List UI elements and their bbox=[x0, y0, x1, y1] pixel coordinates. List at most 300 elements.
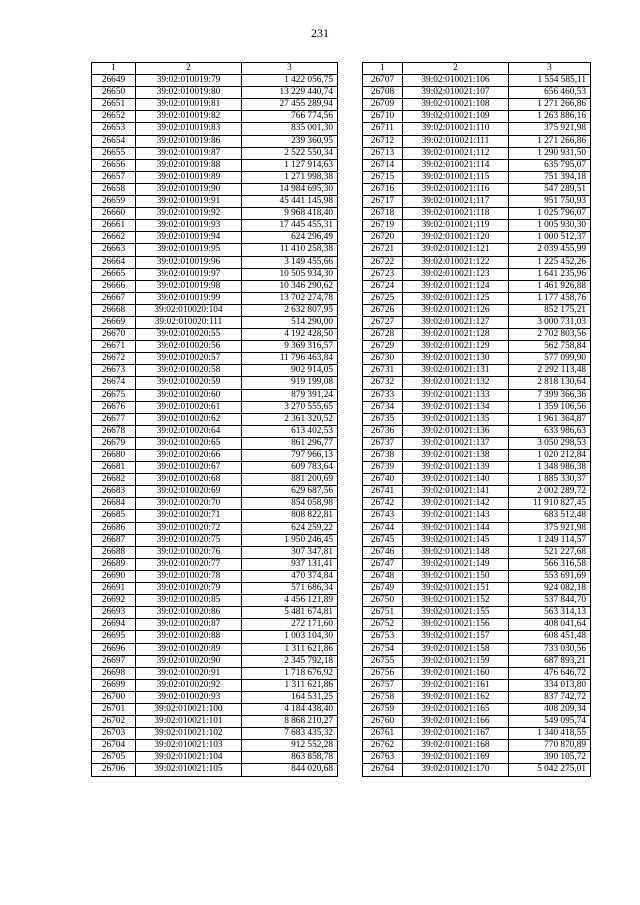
table-row bbox=[92, 764, 338, 776]
value-cell: 2 702 803,56 bbox=[509, 329, 591, 341]
table-row bbox=[92, 595, 338, 607]
row-number-cell: 26764 bbox=[363, 764, 403, 776]
cadastral-number-cell: 39:02:010019:89 bbox=[136, 171, 242, 183]
row-number-cell: 26688 bbox=[92, 546, 136, 558]
value-cell: 1 271 998,38 bbox=[242, 171, 338, 183]
table-row bbox=[92, 111, 338, 123]
table-row bbox=[92, 244, 338, 256]
value-cell: 1 000 512,37 bbox=[509, 232, 591, 244]
row-number-cell: 26693 bbox=[92, 607, 136, 619]
table-row bbox=[363, 425, 591, 437]
row-number-cell: 26673 bbox=[92, 365, 136, 377]
table-row bbox=[92, 220, 338, 232]
value-cell: 1 554 585,11 bbox=[509, 75, 591, 87]
cadastral-number-cell: 39:02:010021:134 bbox=[403, 401, 509, 413]
data-table-right bbox=[362, 62, 591, 777]
value-cell: 837 742,72 bbox=[509, 691, 591, 703]
value-cell: 608 451,48 bbox=[509, 631, 591, 643]
table-row bbox=[92, 341, 338, 353]
value-cell: 2 292 113,48 bbox=[509, 365, 591, 377]
table-row bbox=[92, 667, 338, 679]
value-cell: 1 950 246,45 bbox=[242, 534, 338, 546]
row-number-cell: 26716 bbox=[363, 183, 403, 195]
cadastral-number-cell: 39:02:010021:117 bbox=[403, 196, 509, 208]
table-row bbox=[363, 99, 591, 111]
row-number-cell: 26744 bbox=[363, 522, 403, 534]
value-cell: 571 686,34 bbox=[242, 583, 338, 595]
row-number-cell: 26746 bbox=[363, 546, 403, 558]
cadastral-number-cell: 39:02:010021:114 bbox=[403, 159, 509, 171]
table-row bbox=[92, 99, 338, 111]
table-row bbox=[363, 389, 591, 401]
row-number-cell: 26726 bbox=[363, 304, 403, 316]
table-row bbox=[363, 413, 591, 425]
cadastral-number-cell: 39:02:010021:106 bbox=[403, 75, 509, 87]
cadastral-number-cell: 39:02:010021:129 bbox=[403, 341, 509, 353]
row-number-cell: 26725 bbox=[363, 292, 403, 304]
row-number-cell: 26674 bbox=[92, 377, 136, 389]
row-number-cell: 26651 bbox=[92, 99, 136, 111]
table-row bbox=[363, 329, 591, 341]
cadastral-number-cell: 39:02:010021:141 bbox=[403, 486, 509, 498]
cadastral-number-cell: 39:02:010021:125 bbox=[403, 292, 509, 304]
cadastral-number-cell: 39:02:010020:58 bbox=[136, 365, 242, 377]
row-number-cell: 26697 bbox=[92, 655, 136, 667]
row-number-cell: 26735 bbox=[363, 413, 403, 425]
table-row bbox=[92, 558, 338, 570]
column-header: 1 bbox=[363, 63, 403, 75]
cadastral-number-cell: 39:02:010019:92 bbox=[136, 208, 242, 220]
cadastral-number-cell: 39:02:010019:79 bbox=[136, 75, 242, 87]
value-cell: 9 968 418,40 bbox=[242, 208, 338, 220]
row-number-cell: 26667 bbox=[92, 292, 136, 304]
cadastral-number-cell: 39:02:010020:69 bbox=[136, 486, 242, 498]
table-row bbox=[363, 123, 591, 135]
cadastral-number-cell: 39:02:010021:116 bbox=[403, 183, 509, 195]
value-cell: 2 345 792,18 bbox=[242, 655, 338, 667]
cadastral-number-cell: 39:02:010021:115 bbox=[403, 171, 509, 183]
cadastral-number-cell: 39:02:010021:107 bbox=[403, 87, 509, 99]
cadastral-number-cell: 39:02:010021:104 bbox=[136, 752, 242, 764]
row-number-cell: 26741 bbox=[363, 486, 403, 498]
table-row bbox=[92, 365, 338, 377]
cadastral-number-cell: 39:02:010021:119 bbox=[403, 220, 509, 232]
cadastral-number-cell: 39:02:010021:156 bbox=[403, 619, 509, 631]
value-cell: 4 456 121,89 bbox=[242, 595, 338, 607]
cadastral-number-cell: 39:02:010021:118 bbox=[403, 208, 509, 220]
value-cell: 1 003 104,30 bbox=[242, 631, 338, 643]
table-row bbox=[92, 268, 338, 280]
value-cell: 549 095,74 bbox=[509, 716, 591, 728]
value-cell: 879 391,24 bbox=[242, 389, 338, 401]
row-number-cell: 26712 bbox=[363, 135, 403, 147]
value-cell: 687 893,21 bbox=[509, 655, 591, 667]
value-cell: 470 374,84 bbox=[242, 570, 338, 582]
cadastral-number-cell: 39:02:010020:61 bbox=[136, 401, 242, 413]
row-number-cell: 26761 bbox=[363, 728, 403, 740]
table-row bbox=[92, 534, 338, 546]
table-row bbox=[363, 304, 591, 316]
value-cell: 7 399 366,36 bbox=[509, 389, 591, 401]
value-cell: 770 870,89 bbox=[509, 740, 591, 752]
value-cell: 924 082,18 bbox=[509, 583, 591, 595]
table-row bbox=[363, 703, 591, 715]
value-cell: 1 885 330,37 bbox=[509, 474, 591, 486]
row-number-cell: 26707 bbox=[363, 75, 403, 87]
table-row bbox=[363, 75, 591, 87]
row-number-cell: 26684 bbox=[92, 498, 136, 510]
table-row bbox=[92, 462, 338, 474]
table-row bbox=[363, 256, 591, 268]
table-row bbox=[363, 159, 591, 171]
row-number-cell: 26737 bbox=[363, 437, 403, 449]
table-row bbox=[363, 631, 591, 643]
table-row bbox=[92, 329, 338, 341]
value-cell: 808 822,81 bbox=[242, 510, 338, 522]
table-row bbox=[92, 643, 338, 655]
row-number-cell: 26696 bbox=[92, 643, 136, 655]
value-cell: 3 149 455,66 bbox=[242, 256, 338, 268]
row-number-cell: 26704 bbox=[92, 740, 136, 752]
value-cell: 10 346 290,62 bbox=[242, 280, 338, 292]
row-number-cell: 26680 bbox=[92, 450, 136, 462]
value-cell: 3 000 731,03 bbox=[509, 316, 591, 328]
row-number-cell: 26724 bbox=[363, 280, 403, 292]
table-row bbox=[363, 450, 591, 462]
row-number-cell: 26722 bbox=[363, 256, 403, 268]
cadastral-number-cell: 39:02:010020:60 bbox=[136, 389, 242, 401]
table-row bbox=[363, 716, 591, 728]
table-row bbox=[363, 244, 591, 256]
row-number-cell: 26739 bbox=[363, 462, 403, 474]
cadastral-number-cell: 39:02:010021:135 bbox=[403, 413, 509, 425]
row-number-cell: 26653 bbox=[92, 123, 136, 135]
cadastral-number-cell: 39:02:010021:150 bbox=[403, 570, 509, 582]
value-cell: 562 758,84 bbox=[509, 341, 591, 353]
cadastral-number-cell: 39:02:010020:72 bbox=[136, 522, 242, 534]
table-row bbox=[363, 183, 591, 195]
table-row bbox=[363, 147, 591, 159]
cadastral-number-cell: 39:02:010021:138 bbox=[403, 450, 509, 462]
row-number-cell: 26659 bbox=[92, 196, 136, 208]
row-number-cell: 26675 bbox=[92, 389, 136, 401]
cadastral-number-cell: 39:02:010020:78 bbox=[136, 570, 242, 582]
row-number-cell: 26694 bbox=[92, 619, 136, 631]
row-number-cell: 26733 bbox=[363, 389, 403, 401]
cadastral-number-cell: 39:02:010020:56 bbox=[136, 341, 242, 353]
value-cell: 1 311 621,86 bbox=[242, 643, 338, 655]
row-number-cell: 26715 bbox=[363, 171, 403, 183]
column-header: 2 bbox=[136, 63, 242, 75]
cadastral-number-cell: 39:02:010021:123 bbox=[403, 268, 509, 280]
table-row bbox=[92, 740, 338, 752]
table-row bbox=[92, 171, 338, 183]
value-cell: 476 646,72 bbox=[509, 667, 591, 679]
value-cell: 2 522 550,34 bbox=[242, 147, 338, 159]
cadastral-number-cell: 39:02:010021:149 bbox=[403, 558, 509, 570]
cadastral-number-cell: 39:02:010021:121 bbox=[403, 244, 509, 256]
value-cell: 334 013,80 bbox=[509, 679, 591, 691]
row-number-cell: 26698 bbox=[92, 667, 136, 679]
cadastral-number-cell: 39:02:010021:133 bbox=[403, 389, 509, 401]
value-cell: 1 311 621,86 bbox=[242, 679, 338, 691]
row-number-cell: 26729 bbox=[363, 341, 403, 353]
value-cell: 683 512,48 bbox=[509, 510, 591, 522]
table-row bbox=[363, 280, 591, 292]
row-number-cell: 26681 bbox=[92, 462, 136, 474]
row-number-cell: 26740 bbox=[363, 474, 403, 486]
value-cell: 2 632 807,95 bbox=[242, 304, 338, 316]
cadastral-number-cell: 39:02:010020:89 bbox=[136, 643, 242, 655]
cadastral-number-cell: 39:02:010020:86 bbox=[136, 607, 242, 619]
value-cell: 656 460,53 bbox=[509, 87, 591, 99]
value-cell: 835 001,30 bbox=[242, 123, 338, 135]
column-header: 3 bbox=[242, 63, 338, 75]
value-cell: 521 227,68 bbox=[509, 546, 591, 558]
cadastral-number-cell: 39:02:010021:140 bbox=[403, 474, 509, 486]
value-cell: 951 750,93 bbox=[509, 196, 591, 208]
table-row bbox=[363, 401, 591, 413]
cadastral-number-cell: 39:02:010020:111 bbox=[136, 316, 242, 328]
cadastral-number-cell: 39:02:010021:137 bbox=[403, 437, 509, 449]
value-cell: 11 410 258,38 bbox=[242, 244, 338, 256]
table-row bbox=[363, 474, 591, 486]
table-row bbox=[92, 316, 338, 328]
value-cell: 1 271 266,86 bbox=[509, 135, 591, 147]
table-row bbox=[92, 450, 338, 462]
data-table-left bbox=[91, 62, 338, 777]
cadastral-number-cell: 39:02:010021:157 bbox=[403, 631, 509, 643]
value-cell: 854 058,98 bbox=[242, 498, 338, 510]
table-row bbox=[92, 232, 338, 244]
table-row bbox=[92, 486, 338, 498]
cadastral-number-cell: 39:02:010020:68 bbox=[136, 474, 242, 486]
cadastral-number-cell: 39:02:010020:79 bbox=[136, 583, 242, 595]
cadastral-number-cell: 39:02:010020:75 bbox=[136, 534, 242, 546]
value-cell: 766 774,56 bbox=[242, 111, 338, 123]
row-number-cell: 26710 bbox=[363, 111, 403, 123]
cadastral-number-cell: 39:02:010021:124 bbox=[403, 280, 509, 292]
cadastral-number-cell: 39:02:010020:62 bbox=[136, 413, 242, 425]
table-row bbox=[363, 498, 591, 510]
cadastral-number-cell: 39:02:010020:65 bbox=[136, 437, 242, 449]
value-cell: 45 441 145,98 bbox=[242, 196, 338, 208]
cadastral-number-cell: 39:02:010020:59 bbox=[136, 377, 242, 389]
table-row bbox=[92, 522, 338, 534]
cadastral-number-cell: 39:02:010021:105 bbox=[136, 764, 242, 776]
table-row bbox=[92, 87, 338, 99]
row-number-cell: 26750 bbox=[363, 595, 403, 607]
table-row bbox=[363, 171, 591, 183]
row-number-cell: 26751 bbox=[363, 607, 403, 619]
table-row bbox=[92, 498, 338, 510]
table-row bbox=[363, 111, 591, 123]
cadastral-number-cell: 39:02:010021:143 bbox=[403, 510, 509, 522]
row-number-cell: 26654 bbox=[92, 135, 136, 147]
table-row bbox=[363, 486, 591, 498]
cadastral-number-cell: 39:02:010021:169 bbox=[403, 752, 509, 764]
table-row bbox=[363, 546, 591, 558]
cadastral-number-cell: 39:02:010019:88 bbox=[136, 159, 242, 171]
row-number-cell: 26762 bbox=[363, 740, 403, 752]
cadastral-number-cell: 39:02:010020:88 bbox=[136, 631, 242, 643]
row-number-cell: 26695 bbox=[92, 631, 136, 643]
value-cell: 863 858,78 bbox=[242, 752, 338, 764]
cadastral-number-cell: 39:02:010019:87 bbox=[136, 147, 242, 159]
value-cell: 408 041,64 bbox=[509, 619, 591, 631]
value-cell: 577 099,90 bbox=[509, 353, 591, 365]
value-cell: 861 296,77 bbox=[242, 437, 338, 449]
table-row bbox=[363, 208, 591, 220]
row-number-cell: 26759 bbox=[363, 703, 403, 715]
row-number-cell: 26655 bbox=[92, 147, 136, 159]
cadastral-number-cell: 39:02:010021:102 bbox=[136, 728, 242, 740]
cadastral-number-cell: 39:02:010021:168 bbox=[403, 740, 509, 752]
value-cell: 9 369 316,57 bbox=[242, 341, 338, 353]
row-number-cell: 26650 bbox=[92, 87, 136, 99]
row-number-cell: 26705 bbox=[92, 752, 136, 764]
value-cell: 408 209,34 bbox=[509, 703, 591, 715]
table-row bbox=[363, 437, 591, 449]
cadastral-number-cell: 39:02:010021:148 bbox=[403, 546, 509, 558]
cadastral-number-cell: 39:02:010021:110 bbox=[403, 123, 509, 135]
row-number-cell: 26703 bbox=[92, 728, 136, 740]
cadastral-number-cell: 39:02:010021:120 bbox=[403, 232, 509, 244]
table-row bbox=[92, 631, 338, 643]
table-row bbox=[363, 583, 591, 595]
value-cell: 937 131,41 bbox=[242, 558, 338, 570]
cadastral-number-cell: 39:02:010021:160 bbox=[403, 667, 509, 679]
row-number-cell: 26677 bbox=[92, 413, 136, 425]
cadastral-number-cell: 39:02:010021:166 bbox=[403, 716, 509, 728]
cadastral-number-cell: 39:02:010019:80 bbox=[136, 87, 242, 99]
value-cell: 2 361 320,52 bbox=[242, 413, 338, 425]
cadastral-number-cell: 39:02:010020:70 bbox=[136, 498, 242, 510]
row-number-cell: 26749 bbox=[363, 583, 403, 595]
value-cell: 566 316,58 bbox=[509, 558, 591, 570]
row-number-cell: 26727 bbox=[363, 316, 403, 328]
row-number-cell: 26721 bbox=[363, 244, 403, 256]
value-cell: 919 199,08 bbox=[242, 377, 338, 389]
table-row bbox=[363, 87, 591, 99]
table-row bbox=[363, 522, 591, 534]
row-number-cell: 26719 bbox=[363, 220, 403, 232]
cadastral-number-cell: 39:02:010019:83 bbox=[136, 123, 242, 135]
row-number-cell: 26656 bbox=[92, 159, 136, 171]
row-number-cell: 26709 bbox=[363, 99, 403, 111]
value-cell: 5 042 275,01 bbox=[509, 764, 591, 776]
value-cell: 3 050 298,53 bbox=[509, 437, 591, 449]
row-number-cell: 26661 bbox=[92, 220, 136, 232]
row-number-cell: 26652 bbox=[92, 111, 136, 123]
table-row bbox=[363, 377, 591, 389]
table-row bbox=[92, 196, 338, 208]
row-number-cell: 26664 bbox=[92, 256, 136, 268]
value-cell: 1 348 986,38 bbox=[509, 462, 591, 474]
cadastral-number-cell: 39:02:010020:104 bbox=[136, 304, 242, 316]
row-number-cell: 26736 bbox=[363, 425, 403, 437]
table-row bbox=[363, 740, 591, 752]
cadastral-number-cell: 39:02:010021:136 bbox=[403, 425, 509, 437]
table-row bbox=[92, 135, 338, 147]
row-number-cell: 26748 bbox=[363, 570, 403, 582]
row-number-cell: 26731 bbox=[363, 365, 403, 377]
table-row bbox=[92, 655, 338, 667]
table-row bbox=[92, 183, 338, 195]
table-row bbox=[363, 607, 591, 619]
table-row bbox=[92, 401, 338, 413]
table-row bbox=[92, 546, 338, 558]
value-cell: 1 020 212,84 bbox=[509, 450, 591, 462]
table-row bbox=[363, 728, 591, 740]
cadastral-number-cell: 39:02:010020:71 bbox=[136, 510, 242, 522]
table-row bbox=[363, 595, 591, 607]
value-cell: 624 296,49 bbox=[242, 232, 338, 244]
row-number-cell: 26720 bbox=[363, 232, 403, 244]
page-number: 231 bbox=[311, 26, 329, 40]
table-row bbox=[92, 570, 338, 582]
cadastral-number-cell: 39:02:010020:85 bbox=[136, 595, 242, 607]
row-number-cell: 26663 bbox=[92, 244, 136, 256]
value-cell: 2 039 455,99 bbox=[509, 244, 591, 256]
value-cell: 751 394,18 bbox=[509, 171, 591, 183]
cadastral-number-cell: 39:02:010019:86 bbox=[136, 135, 242, 147]
row-number-cell: 26753 bbox=[363, 631, 403, 643]
row-number-cell: 26730 bbox=[363, 353, 403, 365]
value-cell: 547 289,51 bbox=[509, 183, 591, 195]
table-row bbox=[92, 703, 338, 715]
cadastral-number-cell: 39:02:010021:128 bbox=[403, 329, 509, 341]
table-row bbox=[92, 75, 338, 87]
cadastral-number-cell: 39:02:010020:57 bbox=[136, 353, 242, 365]
table-row bbox=[92, 607, 338, 619]
row-number-cell: 26668 bbox=[92, 304, 136, 316]
row-number-cell: 26718 bbox=[363, 208, 403, 220]
cadastral-number-cell: 39:02:010021:144 bbox=[403, 522, 509, 534]
cadastral-number-cell: 39:02:010019:94 bbox=[136, 232, 242, 244]
cadastral-number-cell: 39:02:010020:76 bbox=[136, 546, 242, 558]
table-row bbox=[92, 208, 338, 220]
table-row bbox=[92, 353, 338, 365]
value-cell: 4 192 428,50 bbox=[242, 329, 338, 341]
value-cell: 13 229 440,74 bbox=[242, 87, 338, 99]
value-cell: 1 461 926,88 bbox=[509, 280, 591, 292]
row-number-cell: 26692 bbox=[92, 595, 136, 607]
cadastral-number-cell: 39:02:010021:158 bbox=[403, 643, 509, 655]
cadastral-number-cell: 39:02:010021:145 bbox=[403, 534, 509, 546]
row-number-cell: 26689 bbox=[92, 558, 136, 570]
value-cell: 733 030,56 bbox=[509, 643, 591, 655]
cadastral-number-cell: 39:02:010021:170 bbox=[403, 764, 509, 776]
table-row bbox=[92, 280, 338, 292]
row-number-cell: 26662 bbox=[92, 232, 136, 244]
cadastral-number-cell: 39:02:010020:90 bbox=[136, 655, 242, 667]
cadastral-number-cell: 39:02:010021:122 bbox=[403, 256, 509, 268]
row-number-cell: 26757 bbox=[363, 679, 403, 691]
cadastral-number-cell: 39:02:010020:93 bbox=[136, 691, 242, 703]
row-number-cell: 26678 bbox=[92, 425, 136, 437]
value-cell: 912 552,28 bbox=[242, 740, 338, 752]
row-number-cell: 26701 bbox=[92, 703, 136, 715]
row-number-cell: 26728 bbox=[363, 329, 403, 341]
row-number-cell: 26760 bbox=[363, 716, 403, 728]
row-number-cell: 26671 bbox=[92, 341, 136, 353]
row-number-cell: 26690 bbox=[92, 570, 136, 582]
table-row bbox=[363, 232, 591, 244]
row-number-cell: 26706 bbox=[92, 764, 136, 776]
cadastral-number-cell: 39:02:010021:142 bbox=[403, 498, 509, 510]
cadastral-number-cell: 39:02:010021:108 bbox=[403, 99, 509, 111]
